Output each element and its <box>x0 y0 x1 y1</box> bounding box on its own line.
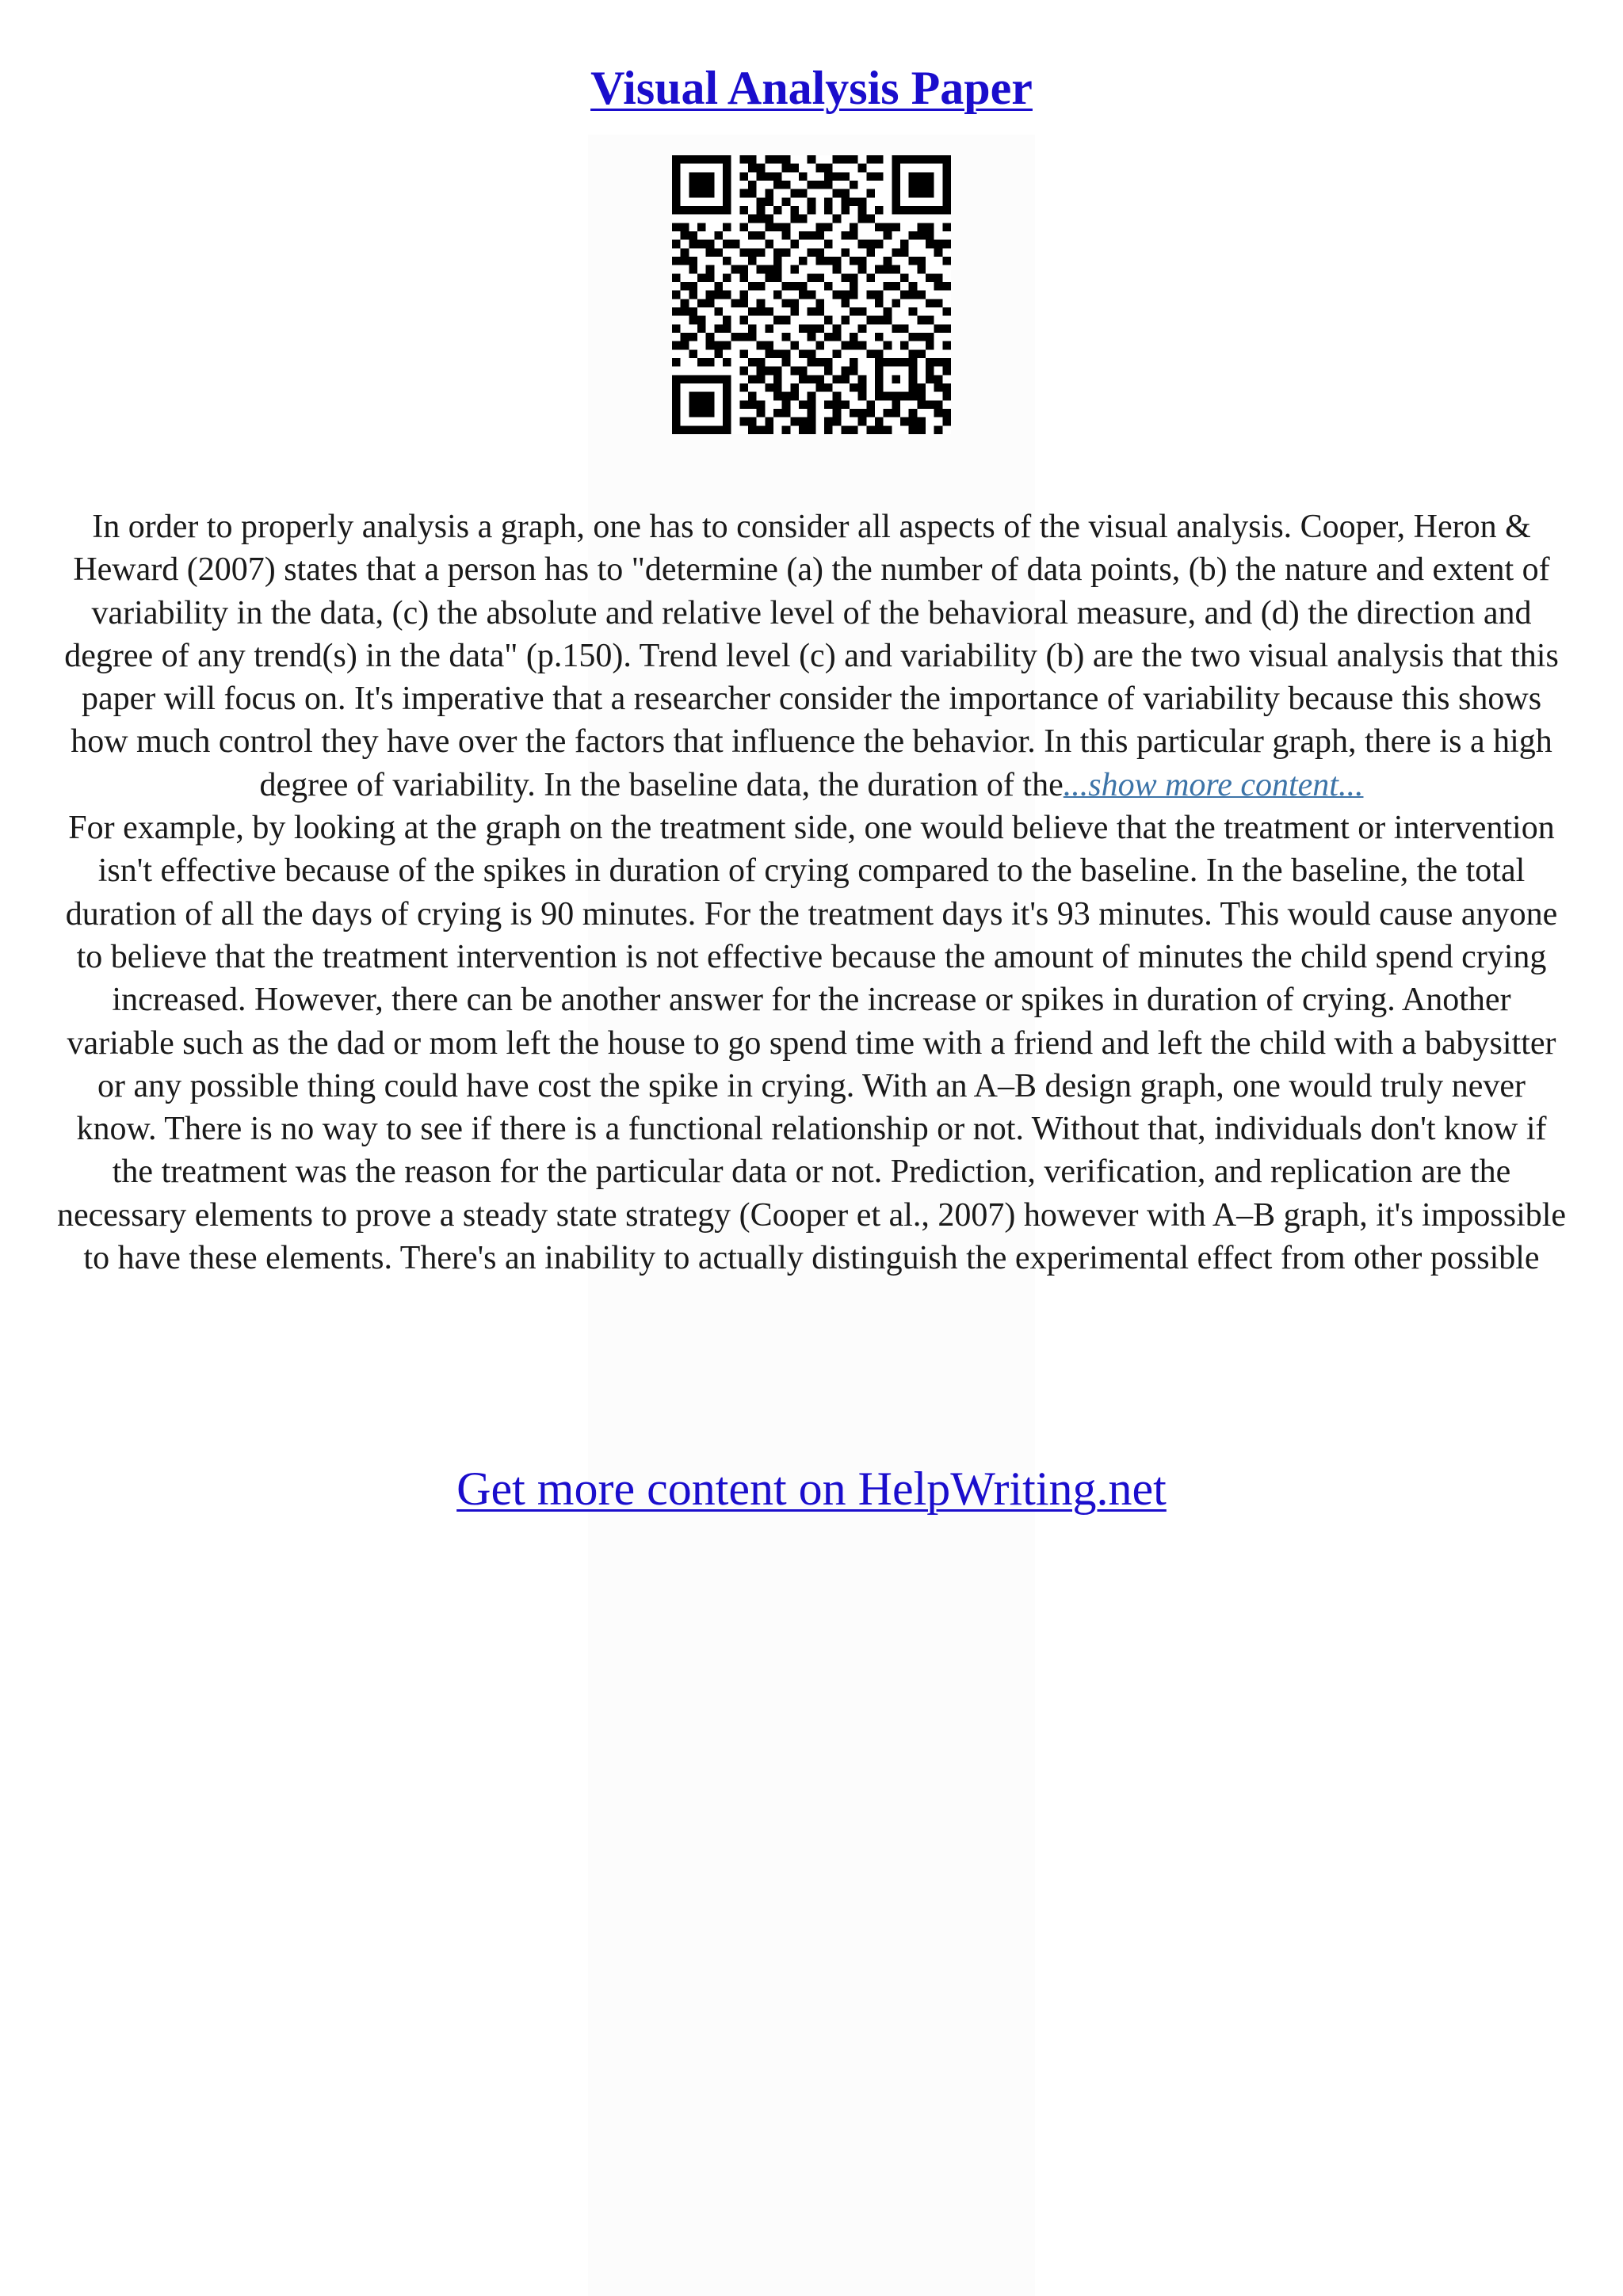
paragraph-2: For example, by looking at the graph on the treatment side, one would believe that the treatment or intervention isn't effective because of the spikes in duration of crying compared to the baseline. In the baseline, the total duration of all the days of crying is 90 minutes. For the treatment days it's 93 minutes. This would cause anyone to believe that the treatment intervention is not effective because the amount of minutes the child spend crying increased. However, there can be another answer for the increase or spikes in duration of crying. Another variable such as the dad or mom left the house to go spend time with a friend and left the child with a babysitter or any possible thing could have cost the spike in crying. With an A–B design graph, one would truly never know. There is no way to see if there is a functional relationship or not. Without that, individuals don't know if the treatment was the reason for the particular data or not. Prediction, verification, and replication are the necessary elements to prove a steady state strategy (Cooper et al., 2007) however with A–B graph, it's impossible to have these elements. There's an inability to actually distinguish the experimental effect from other possible <box>56 810 1567 1277</box>
paragraph-1 <box>55 505 1568 807</box>
get-more-content-link[interactable]: Get more content on HelpWriting.net <box>456 1463 1167 1515</box>
paragraph-1-text: In order to properly analysis a graph, one has to consider all aspects of the visual analysis. Cooper, Heron & Heward (2007) states that a person has to "determine (a) the number of data points, (b) the nature and extent of variability in the data, (c) the absolute and relative level of the behavioral measure, and (d) the direction and degree of any trend(s) in the data" (p.150). Trend level (c) and variability (b) are the two visual analysis that this paper will focus on. It's imperative that a researcher consider the importance of variability because this shows how much control they have over the factors that influence the behavior. In this particular graph, there is a high degree of variability. In the baseline data, the duration of the <box>64 509 1559 803</box>
show-more-link[interactable]: ...show more content... <box>1063 766 1364 803</box>
qr-code-icon <box>672 155 951 434</box>
document-body <box>55 505 1568 1280</box>
document-title-link[interactable]: Visual Analysis Paper <box>590 62 1033 114</box>
